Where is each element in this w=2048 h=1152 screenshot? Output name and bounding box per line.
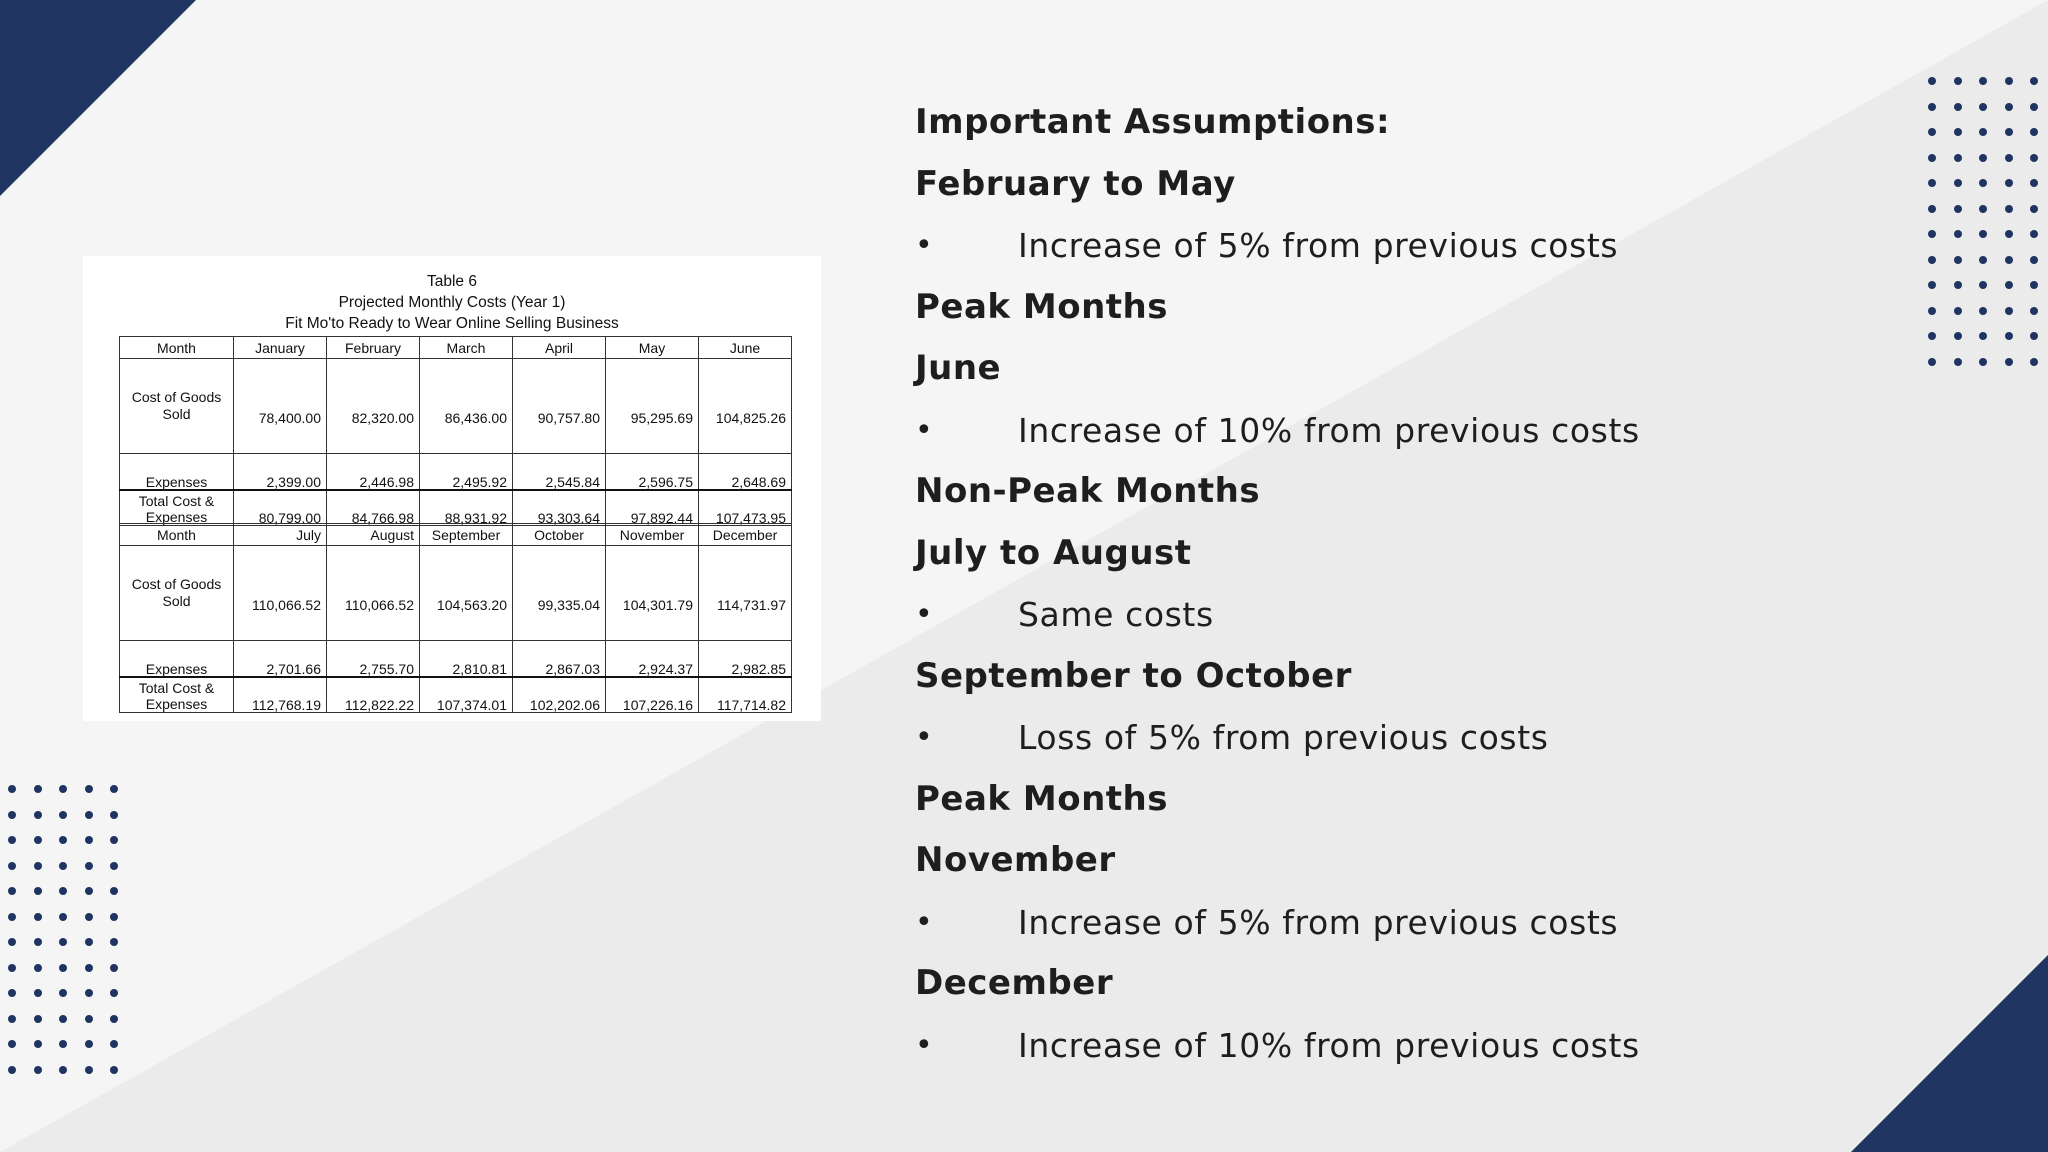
decor-dot: [1954, 332, 1962, 340]
decor-dot: [34, 913, 42, 921]
assumption-heading: July to August: [915, 532, 1192, 573]
total-label: Total Cost & Expenses: [120, 677, 234, 713]
month-header-row: [120, 337, 792, 359]
decor-dot: [2030, 358, 2038, 366]
cogs-value-cell: 78,400.00: [234, 359, 327, 454]
cogs-value-cell: 82,320.00: [327, 359, 420, 454]
month-header-cell: December: [699, 524, 792, 546]
expenses-value-cell: 2,446.98: [327, 454, 420, 491]
month-header-cell: March: [420, 337, 513, 359]
total-value-cell: 93,303.64: [513, 490, 606, 526]
decor-dot: [34, 811, 42, 819]
assumption-heading: June: [915, 348, 1002, 388]
decor-dot: [1979, 179, 1987, 187]
decor-dot: [59, 811, 67, 819]
total-value-cell: 107,473.95: [699, 490, 792, 526]
bullet-text: Same costs: [1018, 595, 1214, 634]
cogs-row: [120, 359, 792, 454]
expenses-value-cell: 2,867.03: [513, 641, 606, 678]
decor-dot: [59, 785, 67, 793]
decor-dot: [110, 938, 118, 946]
decor-dot: [1979, 103, 1987, 111]
cogs-value-cell: 99,335.04: [513, 546, 606, 641]
decor-dot: [1954, 154, 1962, 162]
decor-dot: [1979, 77, 1987, 85]
decor-dot: [1979, 154, 1987, 162]
cogs-value-cell: 110,066.52: [234, 546, 327, 641]
decor-dot: [1928, 332, 1936, 340]
decor-dot: [2005, 128, 2013, 136]
cogs-value-cell: 86,436.00: [420, 359, 513, 454]
corner-triangle-top-left: [0, 0, 196, 196]
month-header-cell: April: [513, 337, 606, 359]
total-row: [120, 490, 792, 526]
decor-dot: [2030, 230, 2038, 238]
cogs-label: Cost of Goods Sold: [120, 546, 234, 641]
decor-dot: [1954, 281, 1962, 289]
decor-dot: [1954, 358, 1962, 366]
decor-dot: [34, 1015, 42, 1023]
decor-dot: [59, 989, 67, 997]
table-title: Table 6: [427, 273, 477, 290]
month-header-cell: September: [420, 524, 513, 546]
decor-dot: [1979, 332, 1987, 340]
decor-dot: [2030, 103, 2038, 111]
decor-dot: [2030, 281, 2038, 289]
month-header-cell: August: [327, 524, 420, 546]
total-value-cell: 84,766.98: [327, 490, 420, 526]
bullet-text: Increase of 5% from previous costs: [1018, 902, 1619, 942]
expenses-value-cell: 2,982.85: [699, 641, 792, 678]
total-value-cell: 107,374.01: [420, 677, 513, 713]
decor-dot: [2005, 103, 2013, 111]
dot-pattern-right: [1928, 77, 2038, 366]
decor-dot: [59, 862, 67, 870]
decor-dot: [2005, 256, 2013, 264]
expenses-value-cell: 2,924.37: [606, 641, 699, 678]
decor-dot: [8, 938, 16, 946]
total-value-cell: 88,931.92: [420, 490, 513, 526]
decor-dot: [85, 964, 93, 972]
decor-dot: [8, 1066, 16, 1074]
assumption-heading: November: [915, 840, 1116, 880]
decor-dot: [110, 862, 118, 870]
decor-dot: [1928, 256, 1936, 264]
bullet-text: Increase of 10% from previous costs: [1018, 1025, 1640, 1065]
decor-dot: [1979, 358, 1987, 366]
decor-dot: [85, 811, 93, 819]
decor-dot: [2005, 358, 2013, 366]
decor-dot: [1928, 230, 1936, 238]
assumption-heading: September to October: [915, 655, 1352, 696]
assumption-heading: February to May: [915, 163, 1236, 204]
decor-dot: [110, 913, 118, 921]
cogs-row: [120, 546, 792, 641]
decor-dot: [1928, 307, 1936, 315]
decor-dot: [110, 1040, 118, 1048]
month-header-cell: June: [699, 337, 792, 359]
cost-table-panel: [83, 256, 821, 721]
expenses-row: [120, 454, 792, 491]
decor-dot: [1954, 103, 1962, 111]
decor-dot: [34, 1040, 42, 1048]
decor-dot: [1979, 205, 1987, 213]
total-value-cell: 107,226.16: [606, 677, 699, 713]
decor-dot: [85, 1015, 93, 1023]
table-subtitle: Projected Monthly Costs (Year 1): [338, 294, 566, 311]
assumption-bullet: [915, 1015, 1915, 1077]
decor-dot: [85, 938, 93, 946]
decor-dot: [34, 862, 42, 870]
expenses-value-cell: 2,596.75: [606, 454, 699, 491]
decor-dot: [85, 836, 93, 844]
decor-dot: [1954, 128, 1962, 136]
decor-dot: [2030, 128, 2038, 136]
assumption-heading: Peak Months: [915, 778, 1168, 819]
decor-dot: [1928, 281, 1936, 289]
assumption-bullet: [915, 400, 1915, 462]
decor-dot: [2005, 230, 2013, 238]
decor-dot: [8, 989, 16, 997]
month-header-cell: November: [606, 524, 699, 546]
decor-dot: [59, 913, 67, 921]
decor-dot: [59, 1040, 67, 1048]
cogs-value-cell: 104,563.20: [420, 546, 513, 641]
decor-dot: [34, 989, 42, 997]
decor-dot: [34, 836, 42, 844]
month-label: Month: [120, 524, 234, 546]
decor-dot: [1954, 205, 1962, 213]
decor-dot: [34, 887, 42, 895]
expenses-value-cell: 2,545.84: [513, 454, 606, 491]
second-half-table: [119, 523, 792, 713]
cogs-label: Cost of Goods Sold: [120, 359, 234, 454]
cogs-value-cell: 110,066.52: [327, 546, 420, 641]
assumption-bullet: [915, 215, 1915, 277]
assumption-heading: December: [915, 963, 1114, 1003]
decor-dot: [1928, 154, 1936, 162]
total-value-cell: 97,892.44: [606, 490, 699, 526]
bullet-marker: •: [915, 412, 934, 448]
decor-dot: [1979, 307, 1987, 315]
total-value-cell: 112,822.22: [327, 677, 420, 713]
decor-dot: [110, 887, 118, 895]
decor-dot: [110, 785, 118, 793]
decor-dot: [1979, 256, 1987, 264]
decor-dot: [8, 862, 16, 870]
decor-dot: [34, 785, 42, 793]
decor-dot: [59, 887, 67, 895]
decor-dot: [1954, 179, 1962, 187]
assumption-heading: Peak Months: [915, 286, 1168, 327]
month-header-row: [120, 524, 792, 546]
total-value-cell: 112,768.19: [234, 677, 327, 713]
month-label: Month: [120, 337, 234, 359]
decor-dot: [85, 913, 93, 921]
decor-dot: [1954, 307, 1962, 315]
decor-dot: [2005, 307, 2013, 315]
expenses-value-cell: 2,399.00: [234, 454, 327, 491]
decor-dot: [8, 887, 16, 895]
decor-dot: [2030, 307, 2038, 315]
bullet-text: Loss of 5% from previous costs: [1018, 718, 1549, 757]
table-business-name: Fit Mo'to Ready to Wear Online Selling Business: [285, 315, 619, 332]
decor-dot: [8, 1015, 16, 1023]
decor-dot: [2005, 205, 2013, 213]
assumption-bullet: [915, 584, 1915, 646]
decor-dot: [2005, 77, 2013, 85]
decor-dot: [1928, 77, 1936, 85]
dot-pattern-left: [8, 785, 118, 1074]
decor-dot: [1979, 281, 1987, 289]
decor-dot: [34, 938, 42, 946]
decor-dot: [1954, 230, 1962, 238]
decor-dot: [34, 964, 42, 972]
decor-dot: [85, 887, 93, 895]
month-header-cell: May: [606, 337, 699, 359]
decor-dot: [85, 862, 93, 870]
cogs-value-cell: 90,757.80: [513, 359, 606, 454]
bullet-text: Increase of 5% from previous costs: [1018, 226, 1619, 265]
total-value-cell: 117,714.82: [699, 677, 792, 713]
first-half-table: [119, 336, 792, 526]
decor-dot: [8, 836, 16, 844]
month-header-cell: October: [513, 524, 606, 546]
decor-dot: [8, 913, 16, 921]
expenses-row: [120, 641, 792, 678]
cogs-value-cell: 104,825.26: [699, 359, 792, 454]
decor-dot: [1928, 103, 1936, 111]
total-label: Total Cost & Expenses: [120, 490, 234, 526]
decor-dot: [2005, 281, 2013, 289]
decor-dot: [8, 785, 16, 793]
decor-dot: [59, 938, 67, 946]
decor-dot: [1928, 358, 1936, 366]
expenses-label: Expenses: [120, 641, 234, 678]
decor-dot: [1954, 77, 1962, 85]
total-value-cell: 80,799.00: [234, 490, 327, 526]
cogs-value-cell: 95,295.69: [606, 359, 699, 454]
expenses-label: Expenses: [120, 454, 234, 491]
decor-dot: [110, 811, 118, 819]
decor-dot: [8, 964, 16, 972]
assumption-bullet: [915, 707, 1915, 769]
decor-dot: [110, 1066, 118, 1074]
decor-dot: [1979, 128, 1987, 136]
bullet-marker: •: [915, 904, 934, 940]
decor-dot: [2005, 332, 2013, 340]
bullet-marker: •: [915, 1027, 934, 1063]
decor-dot: [110, 1015, 118, 1023]
decor-dot: [110, 836, 118, 844]
decor-dot: [59, 1066, 67, 1074]
decor-dot: [2030, 205, 2038, 213]
total-row: [120, 677, 792, 713]
decor-dot: [110, 964, 118, 972]
decor-dot: [85, 785, 93, 793]
expenses-value-cell: 2,495.92: [420, 454, 513, 491]
assumptions-title: Important Assumptions:: [915, 102, 1391, 142]
assumption-bullet: [915, 892, 1915, 954]
expenses-value-cell: 2,810.81: [420, 641, 513, 678]
decor-dot: [1954, 256, 1962, 264]
decor-dot: [2005, 154, 2013, 162]
decor-dot: [34, 1066, 42, 1074]
decor-dot: [59, 1015, 67, 1023]
decor-dot: [85, 1066, 93, 1074]
bullet-marker: •: [915, 720, 934, 755]
month-header-cell: January: [234, 337, 327, 359]
cogs-value-cell: 104,301.79: [606, 546, 699, 641]
bullet-marker: •: [915, 228, 934, 263]
decor-dot: [2030, 77, 2038, 85]
month-header-cell: February: [327, 337, 420, 359]
month-header-cell: July: [234, 524, 327, 546]
decor-dot: [1928, 128, 1936, 136]
bullet-marker: •: [915, 597, 934, 632]
decor-dot: [2005, 179, 2013, 187]
decor-dot: [1979, 230, 1987, 238]
decor-dot: [85, 1040, 93, 1048]
expenses-value-cell: 2,701.66: [234, 641, 327, 678]
decor-dot: [2030, 154, 2038, 162]
decor-dot: [2030, 179, 2038, 187]
decor-dot: [59, 836, 67, 844]
assumption-heading: Non-Peak Months: [915, 471, 1261, 511]
decor-dot: [59, 964, 67, 972]
decor-dot: [8, 1040, 16, 1048]
decor-dot: [2030, 332, 2038, 340]
decor-dot: [1928, 179, 1936, 187]
decor-dot: [110, 989, 118, 997]
decor-dot: [85, 989, 93, 997]
expenses-value-cell: 2,755.70: [327, 641, 420, 678]
total-value-cell: 102,202.06: [513, 677, 606, 713]
decor-dot: [2030, 256, 2038, 264]
assumptions-list: [915, 92, 1915, 1076]
decor-dot: [8, 811, 16, 819]
cogs-value-cell: 114,731.97: [699, 546, 792, 641]
bullet-text: Increase of 10% from previous costs: [1018, 410, 1640, 450]
decor-dot: [1928, 205, 1936, 213]
expenses-value-cell: 2,648.69: [699, 454, 792, 491]
